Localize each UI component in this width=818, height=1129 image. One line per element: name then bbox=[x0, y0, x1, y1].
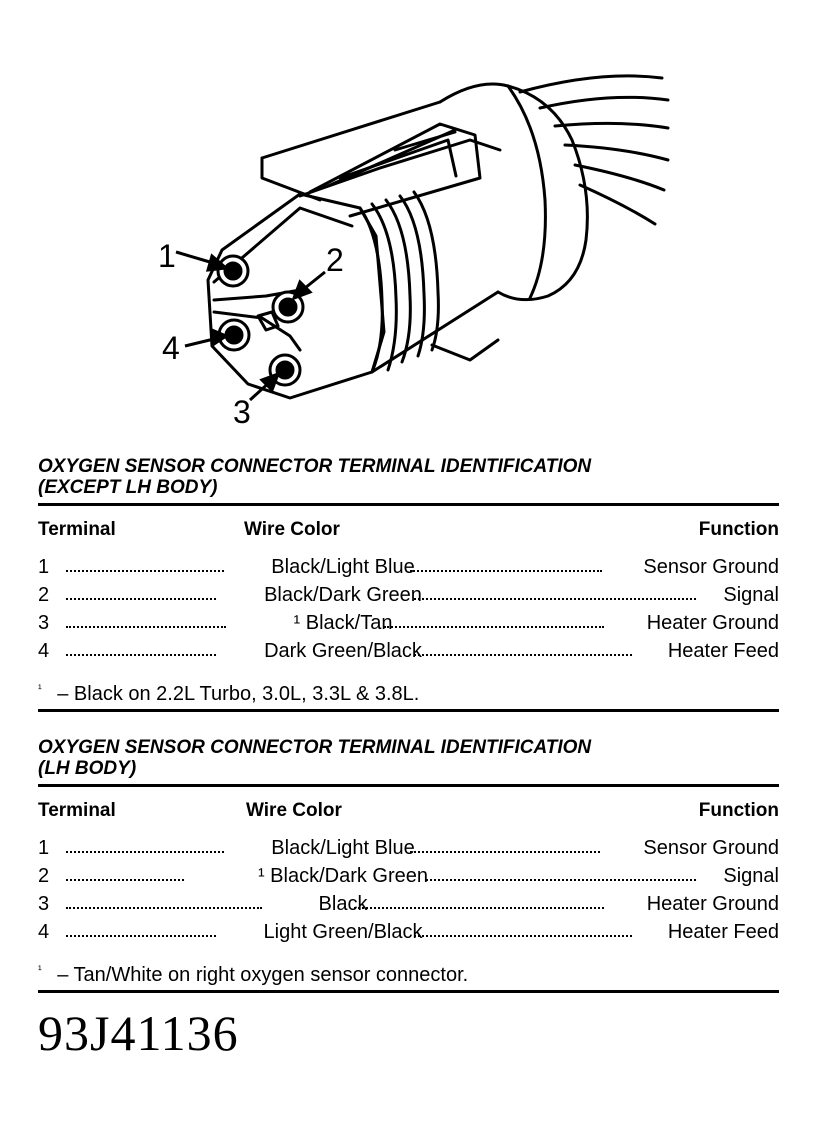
terminal-number: 3 bbox=[38, 612, 50, 634]
footnote-text: – Tan/White on right oxygen sensor connector. bbox=[57, 963, 469, 986]
table-title-line1: OXYGEN SENSOR CONNECTOR TERMINAL IDENTIFICATION bbox=[38, 737, 592, 758]
table-row bbox=[38, 892, 779, 916]
dot-leader bbox=[66, 570, 224, 572]
function: Sensor Ground bbox=[643, 837, 779, 859]
divider bbox=[38, 503, 779, 506]
header-function: Function bbox=[698, 519, 779, 540]
header-wire-color: Wire Color bbox=[246, 800, 342, 821]
footnote-mark: ¹ bbox=[38, 964, 42, 976]
footnote bbox=[38, 958, 468, 987]
wire-color: Dark Green/Black bbox=[264, 640, 422, 662]
terminal-number: 4 bbox=[38, 640, 50, 662]
table-row bbox=[38, 611, 779, 635]
terminal-label-3: 3 bbox=[233, 394, 251, 430]
table-row bbox=[38, 639, 779, 663]
terminal-label-4: 4 bbox=[162, 330, 180, 366]
dot-leader bbox=[66, 626, 226, 628]
function: Signal bbox=[723, 865, 779, 887]
wire-color: Black/Dark Green bbox=[264, 584, 422, 606]
table-row bbox=[38, 864, 779, 888]
function: Sensor Ground bbox=[643, 556, 779, 578]
dot-leader bbox=[66, 851, 224, 853]
dot-leader bbox=[426, 879, 696, 881]
table-title-line2: (EXCEPT LH BODY) bbox=[38, 477, 218, 498]
footnote bbox=[38, 677, 419, 706]
table-row bbox=[38, 836, 779, 860]
dot-leader bbox=[66, 879, 184, 881]
header-wire-color: Wire Color bbox=[244, 519, 340, 540]
header-terminal: Terminal bbox=[38, 519, 116, 540]
terminal-number: 2 bbox=[38, 584, 50, 606]
wire-color: Black/Light Blue bbox=[271, 556, 415, 578]
dot-leader bbox=[66, 935, 216, 937]
terminal-number: 4 bbox=[38, 921, 50, 943]
function: Heater Feed bbox=[667, 921, 779, 943]
connector-illustration bbox=[0, 0, 818, 440]
table-title bbox=[38, 737, 591, 779]
dot-leader bbox=[414, 654, 632, 656]
dot-leader bbox=[66, 598, 216, 600]
function: Heater Ground bbox=[646, 612, 779, 634]
dot-leader bbox=[354, 907, 604, 909]
terminal-label-1: 1 bbox=[158, 238, 176, 274]
dot-leader bbox=[414, 598, 696, 600]
table-title-line1: OXYGEN SENSOR CONNECTOR TERMINAL IDENTIFICATION bbox=[38, 456, 592, 477]
footnote-text: – Black on 2.2L Turbo, 3.0L, 3.3L & 3.8L. bbox=[57, 682, 420, 705]
wire-color: Light Green/Black bbox=[263, 921, 423, 943]
header-function: Function bbox=[698, 800, 779, 821]
table-row bbox=[38, 555, 779, 579]
wire-color: Black bbox=[318, 893, 368, 915]
dot-leader bbox=[410, 851, 600, 853]
header-terminal: Terminal bbox=[38, 800, 116, 821]
dot-leader bbox=[410, 570, 602, 572]
dot-leader bbox=[384, 626, 604, 628]
dot-leader bbox=[414, 935, 632, 937]
dot-leader bbox=[66, 654, 216, 656]
wire-color: ¹ Black/Dark Green bbox=[257, 865, 429, 887]
terminal-number: 2 bbox=[38, 865, 50, 887]
table-row bbox=[38, 583, 779, 607]
divider bbox=[38, 784, 779, 787]
table-row bbox=[38, 920, 779, 944]
function: Heater Feed bbox=[667, 640, 779, 662]
divider bbox=[38, 990, 779, 993]
table-title-line2: (LH BODY) bbox=[38, 758, 137, 779]
divider bbox=[38, 709, 779, 712]
terminal-label-2: 2 bbox=[326, 242, 344, 278]
wire-color: ¹ Black/Tan bbox=[293, 612, 393, 634]
function: Heater Ground bbox=[646, 893, 779, 915]
table-title bbox=[38, 456, 591, 498]
function: Signal bbox=[723, 584, 779, 606]
terminal-number: 3 bbox=[38, 893, 50, 915]
figure-id: 93J41136 bbox=[38, 1005, 239, 1061]
wire-color: Black/Light Blue bbox=[271, 837, 415, 859]
terminal-number: 1 bbox=[38, 556, 50, 578]
footnote-mark: ¹ bbox=[38, 683, 42, 695]
terminal-number: 1 bbox=[38, 837, 50, 859]
